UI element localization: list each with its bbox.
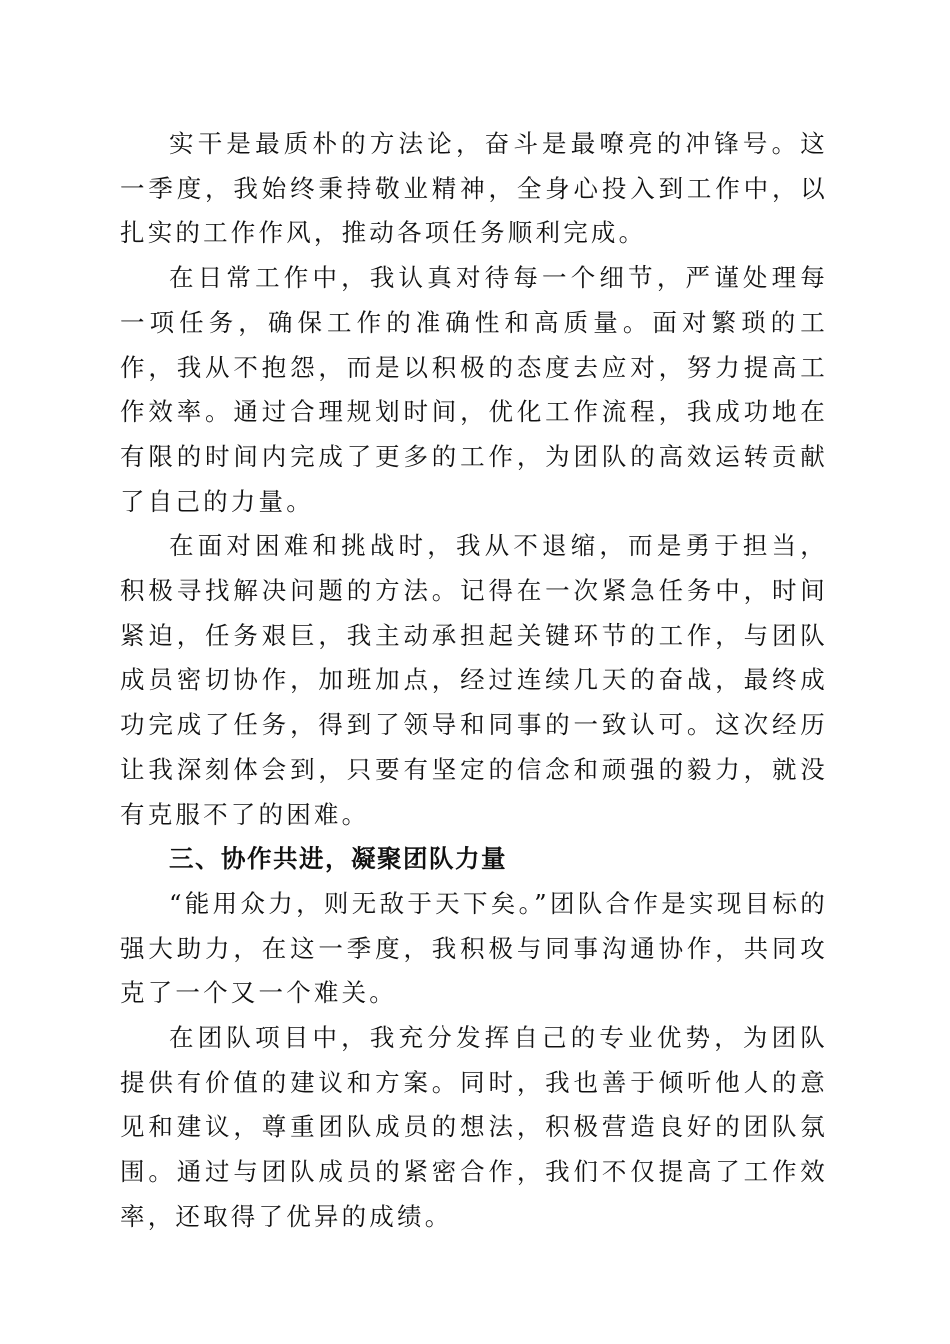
paragraph-work-attitude: 实干是最质朴的方法论，奋斗是最嘹亮的冲锋号。这一季度，我始终秉持敬业精神，全身心投入到工作中，以扎实的工作作风，推动各项任务顺利完成。 xyxy=(120,129,828,248)
paragraph-challenges: 在面对困难和挑战时，我从不退缩，而是勇于担当，积极寻找解决问题的方法。记得在一次紧急任务中，时间紧迫，任务艰巨，我主动承担起关键环节的工作，与团队成员密切协作，加班加点，经过连续几天的奋战，最终成功完成了任务，得到了领导和同事的一致认可。这次经历让我深刻体会到，只要有坚定的信念和顽强的毅力，就没有克服不了的困难。 xyxy=(120,531,828,829)
paragraph-team-project: 在团队项目中，我充分发挥自己的专业优势，为团队提供有价值的建议和方案。同时，我也善于倾听他人的意见和建议，尊重团队成员的想法，积极营造良好的团队氛围。通过与团队成员的紧密合作，我们不仅提高了工作效率，还取得了优异的成绩。 xyxy=(120,1023,828,1231)
section-heading: 三、协作共进，凝聚团队力量 xyxy=(169,844,507,874)
document-body xyxy=(120,122,828,1240)
paragraph-teamwork-quote: “能用众力，则无敌于天下矣。”团队合作是实现目标的强大助力，在这一季度，我积极与同事沟通协作，共同攻克了一个又一个难关。 xyxy=(120,888,828,1008)
paragraph-daily-work: 在日常工作中，我认真对待每一个细节，严谨处理每一项任务，确保工作的准确性和高质量。面对繁琐的工作，我从不抱怨，而是以积极的态度去应对，努力提高工作效率。通过合理规划时间，优化工作流程，我成功地在有限的时间内完成了更多的工作，为团队的高效运转贡献了自己的力量。 xyxy=(120,263,828,516)
